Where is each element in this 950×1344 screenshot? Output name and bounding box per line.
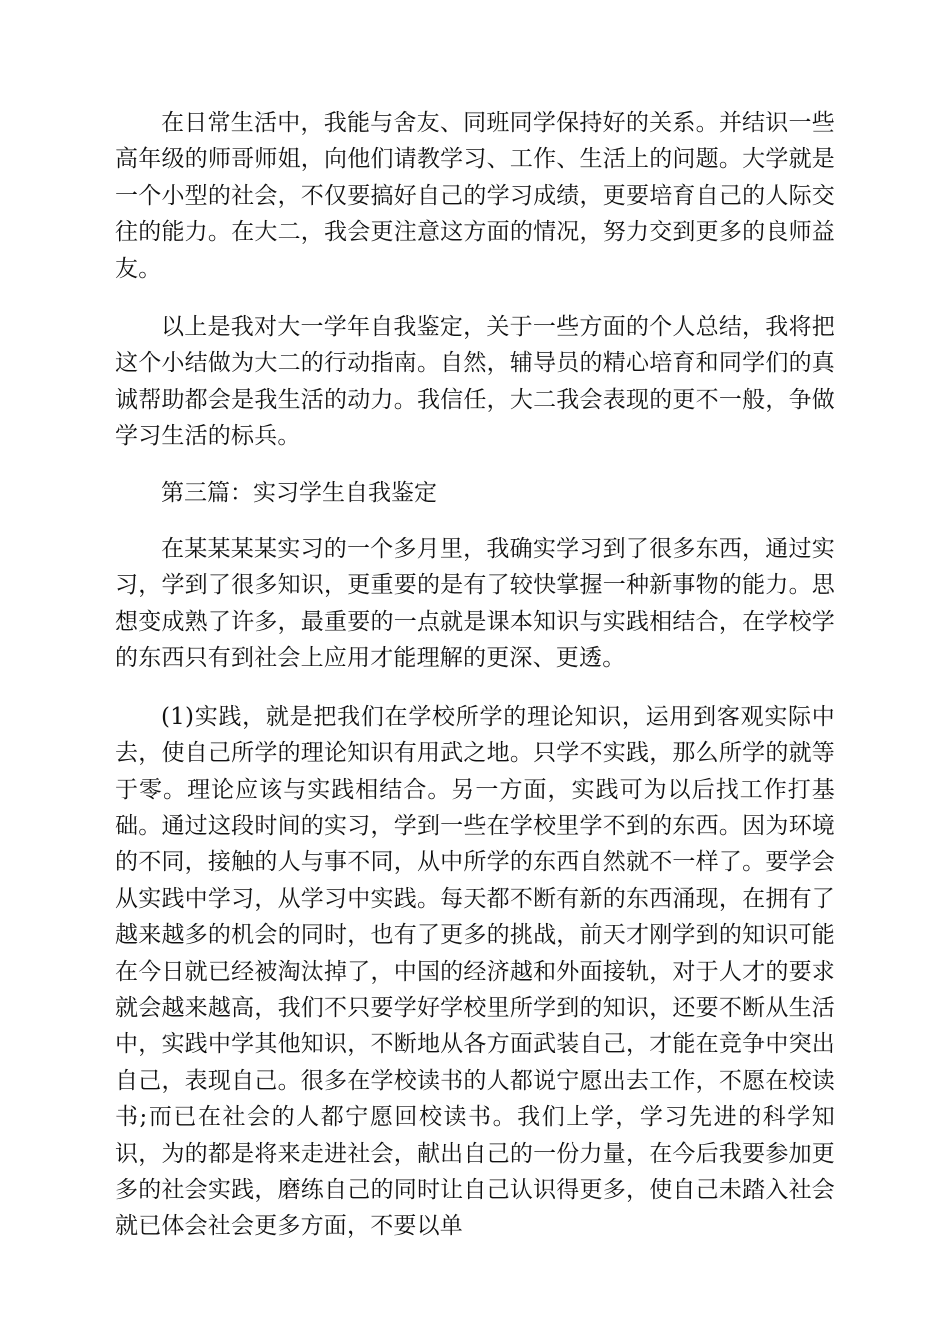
document-page — [115, 105, 835, 1245]
paragraph-internship-intro: 在某某某某实习的一个多月里，我确实学习到了很多东西，通过实习，学到了很多知识，更重要的是有了较快掌握一种新事物的能力。思想变成熟了许多，最重要的一点就是课本知识与实践相结合，在学校学的东西只有到社会上应用才能理解的更深、更透。 — [115, 536, 835, 672]
section-title: 第三篇：实习学生自我鉴定 — [161, 479, 437, 506]
paragraph-practice: (1)实践，就是把我们在学校所学的理论知识，运用到客观实际中去，使自己所学的理论知识有用武之地。只学不实践，那么所学的就等于零。理论应该与实践相结合。另一方面，实践可为以后找工作打基础。通过这段时间的实习，学到一些在学校里学不到的东西。因为环境的不同，接触的人与事不同，从中所学的东西自然就不一样了。要学会从实践中学习，从学习中实践。每天都不断有新的东西涌现，在拥有了越来越多的机会的同时，也有了更多的挑战，前天才刚学到的知识可能在今日就已经被淘汰掉了，中国的经济越和外面接轨，对于人才的要求就会越来越高，我们不只要学好学校里所学到的知识，还要不断从生活中，实践中学其他知识，不断地从各方面武装自己，才能在竞争中突出自己，表现自己。很多在学校读书的人都说宁愿出去工作，不愿在校读书;而已在社会的人都宁愿回校读书。我们上学，学习先进的科学知识，为的都是将来走进社会，献出自己的一份力量，在今后我要参加更多的社会实践，磨练自己的同时让自己认识得更多，使自己未踏入社会就已体会社会更多方面，不要以单 — [115, 703, 835, 1240]
paragraph-summary: 以上是我对大一学年自我鉴定，关于一些方面的个人总结，我将把这个小结做为大二的行动指南。自然，辅导员的精心培育和同学们的真诚帮助都会是我生活的动力。我信任，大二我会表现的更不一般，争做学习生活的标兵。 — [115, 314, 835, 450]
paragraph-social-relations: 在日常生活中，我能与舍友、同班同学保持好的关系。并结识一些高年级的师哥师姐，向他们请教学习、工作、生活上的问题。大学就是一个小型的社会，不仅要搞好自己的学习成绩，更要培育自己的人际交往的能力。在大二，我会更注意这方面的情况，努力交到更多的良师益友。 — [115, 110, 835, 282]
